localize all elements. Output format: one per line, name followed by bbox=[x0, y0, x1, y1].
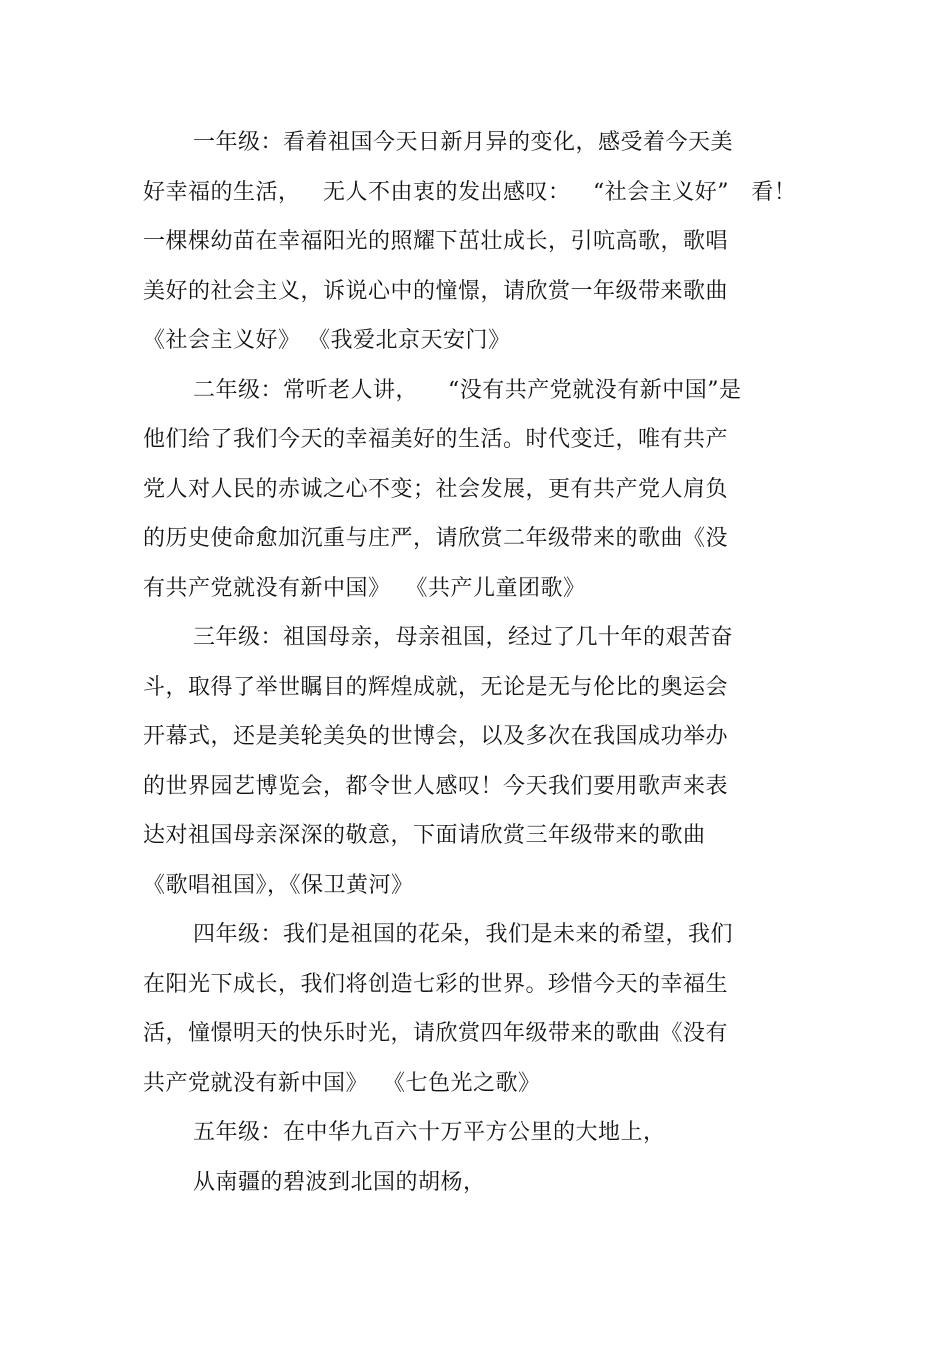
text-line: 从南疆的碧波到北国的胡杨， bbox=[193, 1169, 486, 1195]
text-line: 美好的社会主义，诉说心中的憧憬，请欣赏一年级带来歌曲 bbox=[143, 278, 729, 304]
text-line: 活，憧憬明天的快乐时光，请欣赏四年级带来的歌曲《没有 bbox=[143, 1021, 729, 1046]
text-line: 在阳光下成长，我们将创造七彩的世界。珍惜今天的幸福生 bbox=[143, 971, 729, 997]
text-line: 《歌唱祖国》，《保卫黄河》 bbox=[143, 872, 414, 898]
text-line: 他们给了我们今天的幸福美好的生活。时代变迁，唯有共产 bbox=[143, 427, 729, 452]
text-line: 三年级：祖国母亲，母亲祖国，经过了几十年的艰苦奋 bbox=[193, 625, 734, 650]
text-line: 一棵棵幼苗在幸福阳光的照耀下茁壮成长，引吭高歌，歌唱 bbox=[143, 229, 729, 254]
text-line: 五年级：在中华九百六十万平方公里的大地上， bbox=[193, 1120, 666, 1145]
text-line: 二年级：常听老人讲， “没有共产党就没有新中国”是 bbox=[193, 377, 742, 403]
text-line: 党人对人民的赤诚之心不变；社会发展，更有共产党人肩负 bbox=[143, 476, 729, 502]
text-line: 《社会主义好》 《我爱北京天安门》 bbox=[143, 328, 511, 353]
text-line: 开幕式，还是美轮美奂的世博会，以及多次在我国成功举办 bbox=[143, 724, 729, 749]
text-line: 的世界园艺博览会，都令世人感叹！今天我们要用歌声来表 bbox=[143, 773, 729, 799]
text-line: 共产党就没有新中国》 《七色光之歌》 bbox=[143, 1070, 541, 1096]
text-line: 四年级：我们是祖国的花朵，我们是未来的希望，我们 bbox=[193, 922, 734, 947]
text-line: 达对祖国母亲深深的敬意，下面请欣赏三年级带来的歌曲 bbox=[143, 823, 706, 848]
text-line: 的历史使命愈加沉重与庄严，请欣赏二年级带来的歌曲《没 bbox=[143, 526, 729, 551]
text-line: 有共产党就没有新中国》 《共产儿童团歌》 bbox=[143, 575, 586, 601]
text-line: 好幸福的生活， 无人不由衷的发出感叹： “社会主义好” 看！ bbox=[143, 179, 797, 205]
text-line: 一年级：看着祖国今天日新月异的变化，感受着今天美 bbox=[193, 130, 734, 155]
text-line: 斗，取得了举世瞩目的辉煌成就，无论是无与伦比的奥运会 bbox=[143, 674, 729, 700]
document-body bbox=[143, 118, 823, 1207]
